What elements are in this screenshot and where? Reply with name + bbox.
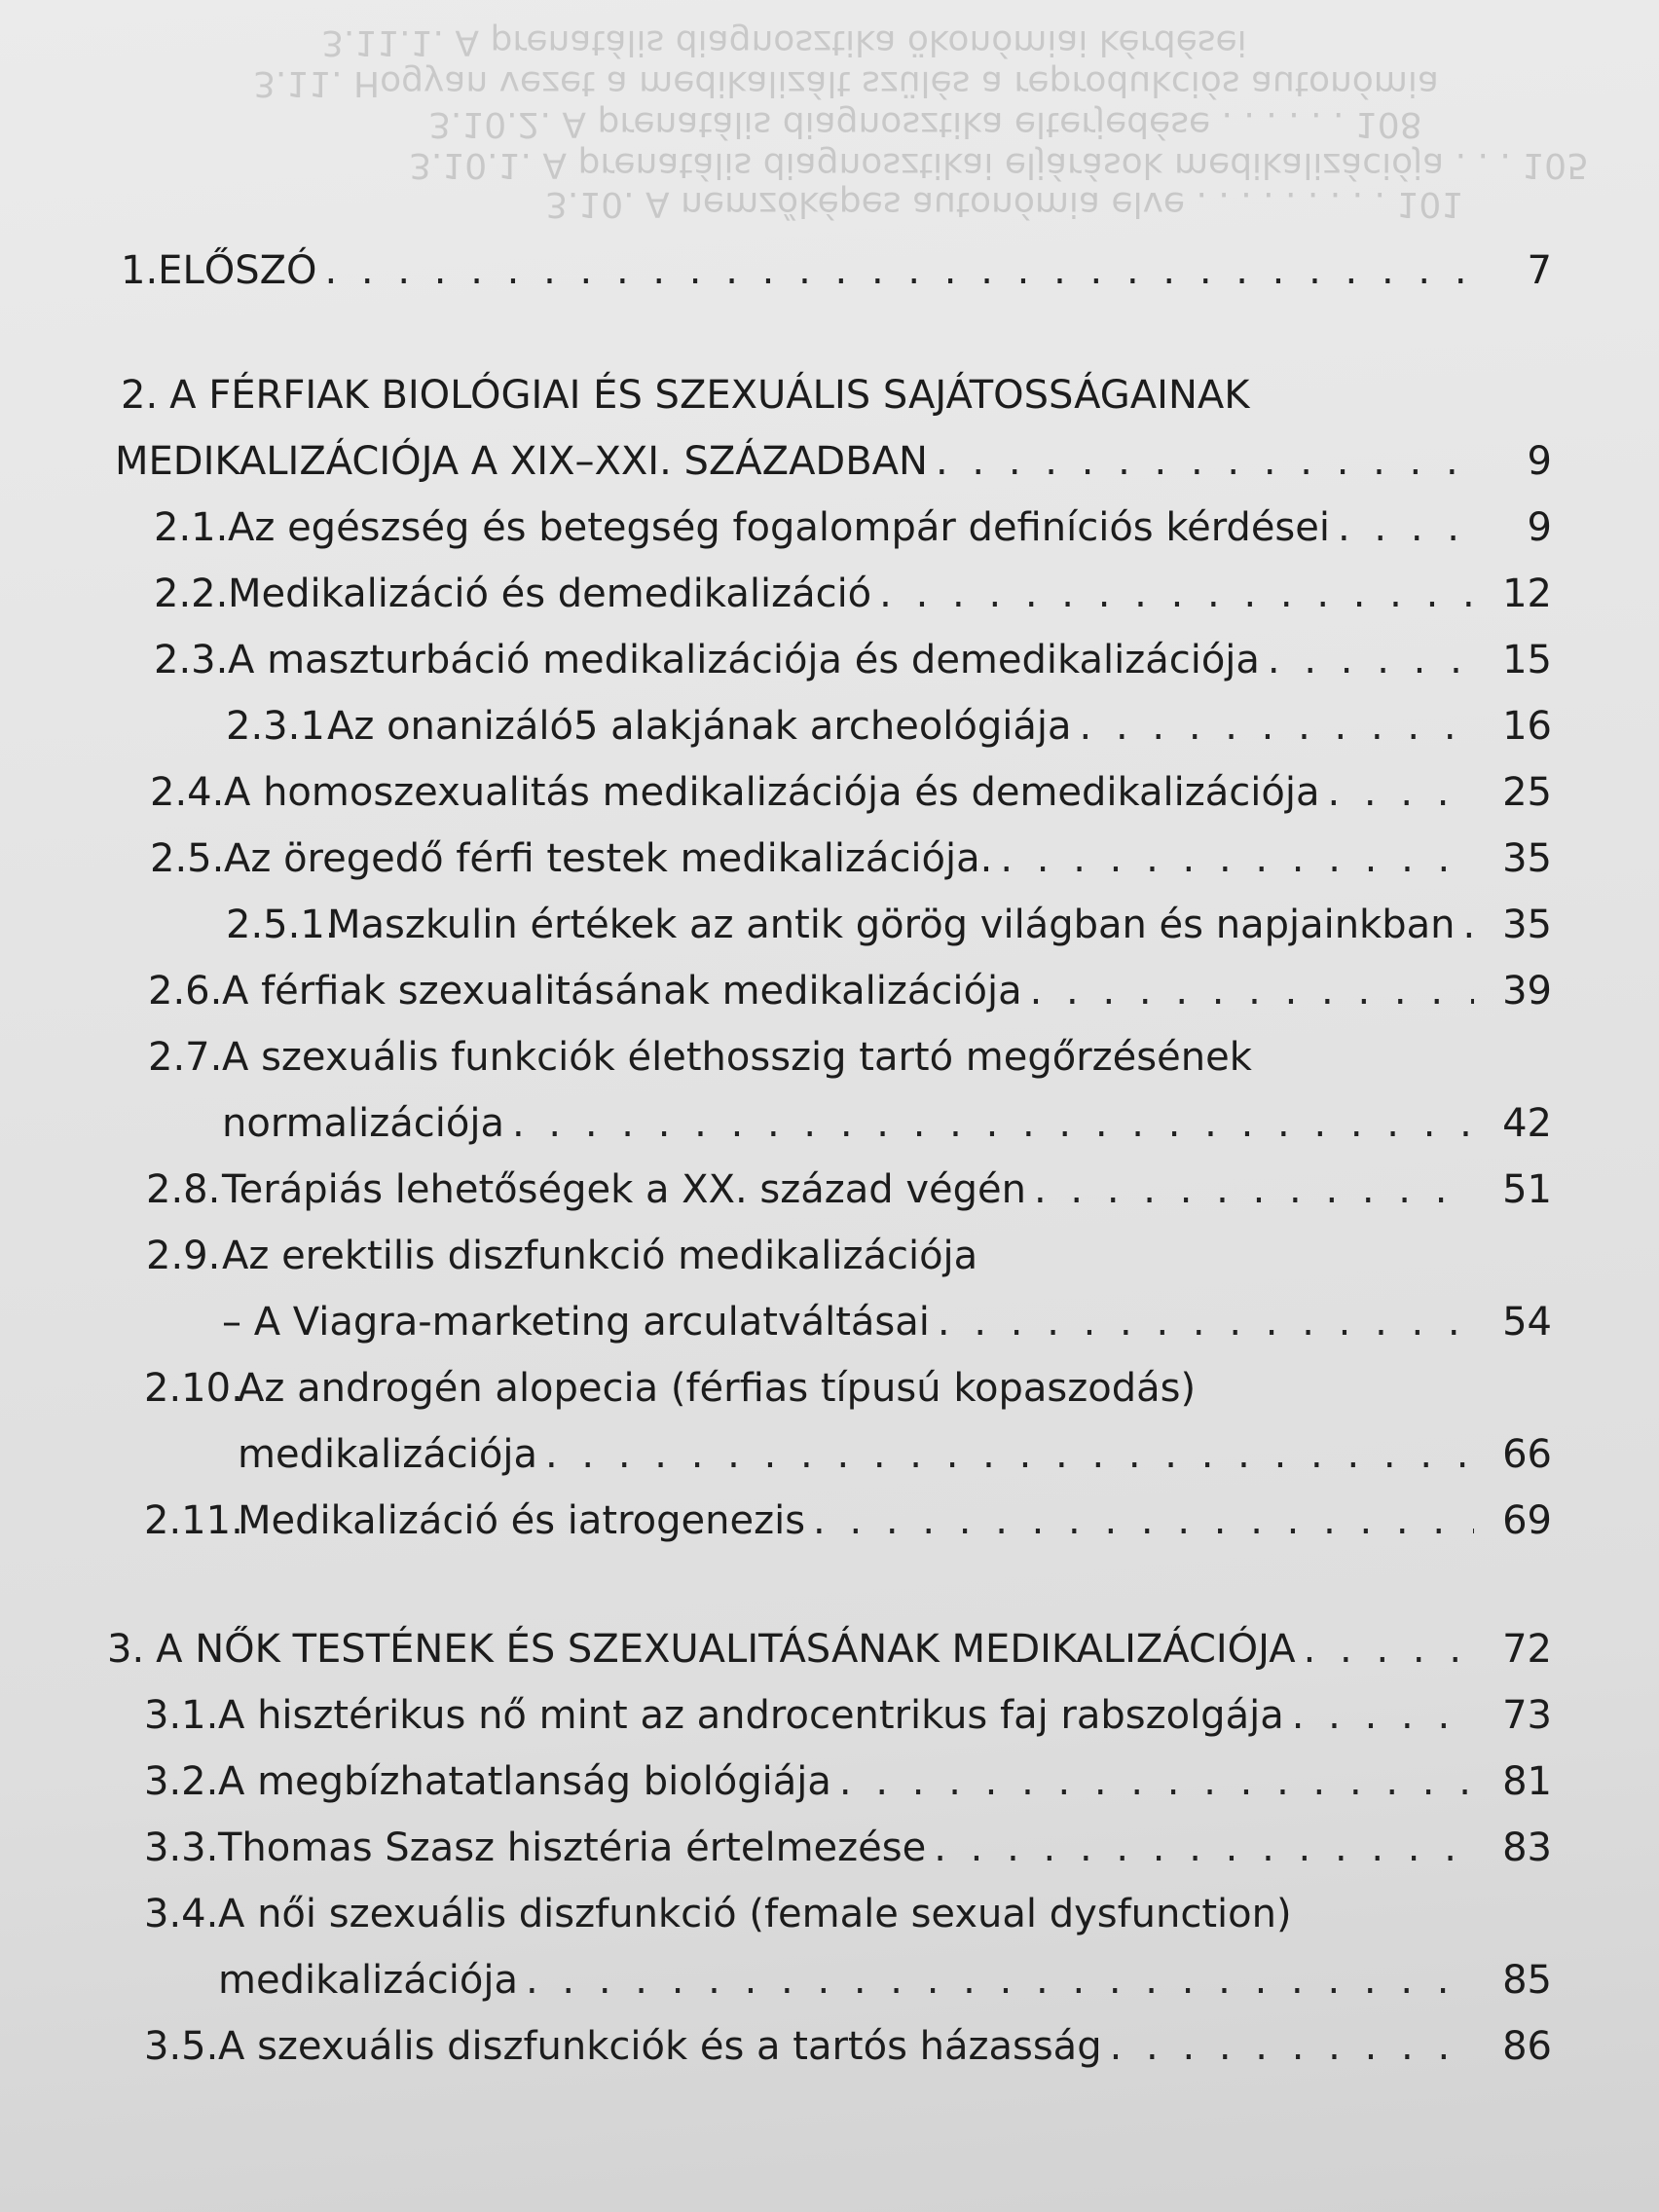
toc-entry: [154, 498, 1552, 557]
entry-title: Az androgén alopecia (férfias típusú kopaszodás): [238, 1366, 1197, 1411]
entry-title: A férfiak szexualitásának medikalizációja: [222, 969, 1022, 1014]
entry-number: 2.9.: [146, 1234, 221, 1278]
entry-number: 2.4.: [150, 770, 225, 815]
page-number: 25: [1502, 770, 1552, 815]
toc-entry: [146, 1161, 1552, 1219]
entry-number: 3.4.: [144, 1892, 219, 1936]
toc-entry: [144, 2017, 1552, 2076]
entry-number: 2.1.: [154, 505, 229, 550]
page-number: 42: [1502, 1101, 1552, 1146]
page-number: 81: [1502, 1759, 1552, 1804]
dot-leader: [871, 565, 1474, 623]
entry-number: 3.: [107, 1627, 145, 1672]
page-number: 9: [1527, 505, 1552, 550]
dot-leader: [1260, 631, 1474, 689]
bleed-line: 3.10. A nemzőképes autonómia elve . . . . . . . . . 101: [545, 184, 1464, 224]
dot-leader: [317, 241, 1475, 300]
dot-leader: [930, 1293, 1474, 1351]
page-number: 35: [1502, 903, 1552, 947]
page-number: 39: [1502, 969, 1552, 1014]
page-number: 69: [1502, 1498, 1552, 1543]
toc-entry-continuation: [218, 1951, 1552, 2009]
dot-leader: [518, 1951, 1474, 2009]
entry-title: Maszkulin értékek az antik görög világban és napjainkban: [327, 903, 1456, 947]
entry-title: Terápiás lehetőségek a XX. század végén: [222, 1167, 1026, 1212]
dot-leader: [928, 432, 1474, 491]
dot-leader: [537, 1425, 1474, 1484]
page-number: 83: [1502, 1825, 1552, 1870]
toc-entry: [148, 962, 1552, 1020]
page-number: 15: [1502, 638, 1552, 682]
entry-number: 2.2.: [154, 571, 229, 616]
bleed-through-text: [0, 0, 1659, 224]
toc-entry: [150, 763, 1552, 822]
entry-number: 2.5.: [150, 836, 225, 881]
page-number: 12: [1502, 571, 1552, 616]
bleed-line: 3.11.1. A prenatális diagnosztika ökonómiai kérdései: [321, 22, 1247, 62]
entry-title: A megbízhatatlanság biológiája: [218, 1759, 831, 1804]
toc-entry: [107, 1620, 1552, 1678]
toc-entry-continuation: [115, 432, 1552, 491]
entry-number: 3.1.: [144, 1693, 219, 1738]
entry-title: A maszturbáció medikalizációja és demedikalizációja: [228, 638, 1260, 682]
toc-entry: [154, 631, 1552, 689]
toc-entry: [226, 896, 1552, 954]
bleed-line: 3.10.2. A prenatális diagnosztika elterjedése . . . . . . 108: [428, 104, 1422, 144]
toc-entry-continuation: [222, 1293, 1552, 1351]
toc-entry: [146, 1227, 1552, 1285]
page-number: 85: [1502, 1958, 1552, 2003]
entry-title-continuation: normalizációja: [222, 1101, 504, 1146]
dot-leader: [1455, 896, 1474, 954]
entry-number: 3.5.: [144, 2024, 219, 2069]
toc-entry: [150, 830, 1552, 888]
entry-title: Az egészség és betegség fogalompár definíciós kérdései: [228, 505, 1330, 550]
entry-title-continuation: – A Viagra-marketing arculatváltásai: [222, 1300, 930, 1345]
bleed-line: 3.10.1. A prenatális diagnosztikai eljárások medikalizációja . . . 105: [409, 145, 1589, 185]
entry-title: A szexuális diszfunkciók és a tartós házasság: [218, 2024, 1102, 2069]
toc-entry: [154, 565, 1552, 623]
entry-number: 2.3.: [154, 638, 229, 682]
dot-leader: [1284, 1686, 1474, 1745]
entry-number: 2.10.: [144, 1366, 243, 1411]
dot-leader: [1102, 2017, 1474, 2076]
toc-entry: [148, 1028, 1552, 1087]
entry-title: A homoszexualitás medikalizációja és demedikalizációja: [224, 770, 1320, 815]
page-number: 35: [1502, 836, 1552, 881]
entry-title: Thomas Szasz hisztéria értelmezése: [218, 1825, 927, 1870]
page-number: 66: [1502, 1432, 1552, 1477]
bleed-line: 3.11. Hogyan vezet a medikalizált szülés a reprodukciós autonómia: [253, 63, 1439, 103]
page-number: 9: [1527, 439, 1552, 484]
toc-entry: [144, 1686, 1552, 1745]
entry-title: A FÉRFIAK BIOLÓGIAI ÉS SZEXUÁLIS SAJÁTOSSÁGAINAK: [169, 373, 1250, 418]
entry-title: Az öregedő férfi testek medikalizációja.: [224, 836, 993, 881]
entry-number: 2.11.: [144, 1498, 243, 1543]
entry-title: A női szexuális diszfunkció (female sexual dysfunction): [218, 1892, 1292, 1936]
toc-entry: [144, 1492, 1552, 1550]
page-number: 73: [1502, 1693, 1552, 1738]
entry-title-continuation: medikalizációja: [218, 1958, 518, 2003]
dot-leader: [1072, 697, 1474, 756]
dot-leader: [1319, 763, 1474, 822]
toc-entry: [226, 697, 1552, 756]
dot-leader: [992, 830, 1474, 888]
toc-entry: [121, 366, 1552, 424]
page-number: 51: [1502, 1167, 1552, 1212]
entry-number: 3.2.: [144, 1759, 219, 1804]
entry-title: A NŐK TESTÉNEK ÉS SZEXUALITÁSÁNAK MEDIKALIZÁCIÓJA: [156, 1627, 1296, 1672]
toc-entry: [144, 1885, 1552, 1943]
toc-entry: [144, 1359, 1552, 1418]
dot-leader: [1330, 498, 1474, 557]
entry-number: 2.6.: [148, 969, 223, 1014]
dot-leader: [1296, 1620, 1474, 1678]
entry-title: ELŐSZÓ: [158, 248, 317, 293]
toc-entry-continuation: [238, 1425, 1552, 1484]
entry-number: 2.7.: [148, 1035, 223, 1080]
toc-entry: [144, 1752, 1552, 1811]
page-number: 86: [1502, 2024, 1552, 2069]
entry-number: 2.: [121, 373, 159, 418]
entry-title: Az erektilis diszfunkció medikalizációja: [222, 1234, 978, 1278]
entry-title-continuation: medikalizációja: [238, 1432, 537, 1477]
page-number: 72: [1502, 1627, 1552, 1672]
page-number: 7: [1527, 248, 1552, 293]
page-number: 54: [1502, 1300, 1552, 1345]
entry-title-continuation: MEDIKALIZÁCIÓJA A XIX–XXI. SZÁZADBAN: [115, 439, 928, 484]
entry-title: A szexuális funkciók élethosszig tartó megőrzésének: [222, 1035, 1252, 1080]
entry-number: 3.3.: [144, 1825, 219, 1870]
entry-title: Medikalizáció és iatrogenezis: [238, 1498, 806, 1543]
toc-entry: [144, 1819, 1552, 1877]
entry-title: Az onanizáló5 alakjának archeológiája: [327, 704, 1072, 749]
entry-title: A hisztérikus nő mint az androcentrikus faj rabszolgája: [218, 1693, 1284, 1738]
dot-leader: [1026, 1161, 1474, 1219]
dot-leader: [504, 1094, 1474, 1153]
dot-leader: [926, 1819, 1474, 1877]
dot-leader: [805, 1492, 1474, 1550]
toc-entry-continuation: [222, 1094, 1552, 1153]
toc-entry: [121, 241, 1552, 300]
entry-title: Medikalizáció és demedikalizáció: [228, 571, 872, 616]
page-number: 16: [1502, 704, 1552, 749]
entry-number: 1.: [121, 248, 159, 293]
entry-number: 2.8.: [146, 1167, 221, 1212]
dot-leader: [831, 1752, 1474, 1811]
dot-leader: [1022, 962, 1474, 1020]
entry-number: 2.5.1.: [226, 903, 338, 947]
entry-number: 2.3.1.: [226, 704, 338, 749]
